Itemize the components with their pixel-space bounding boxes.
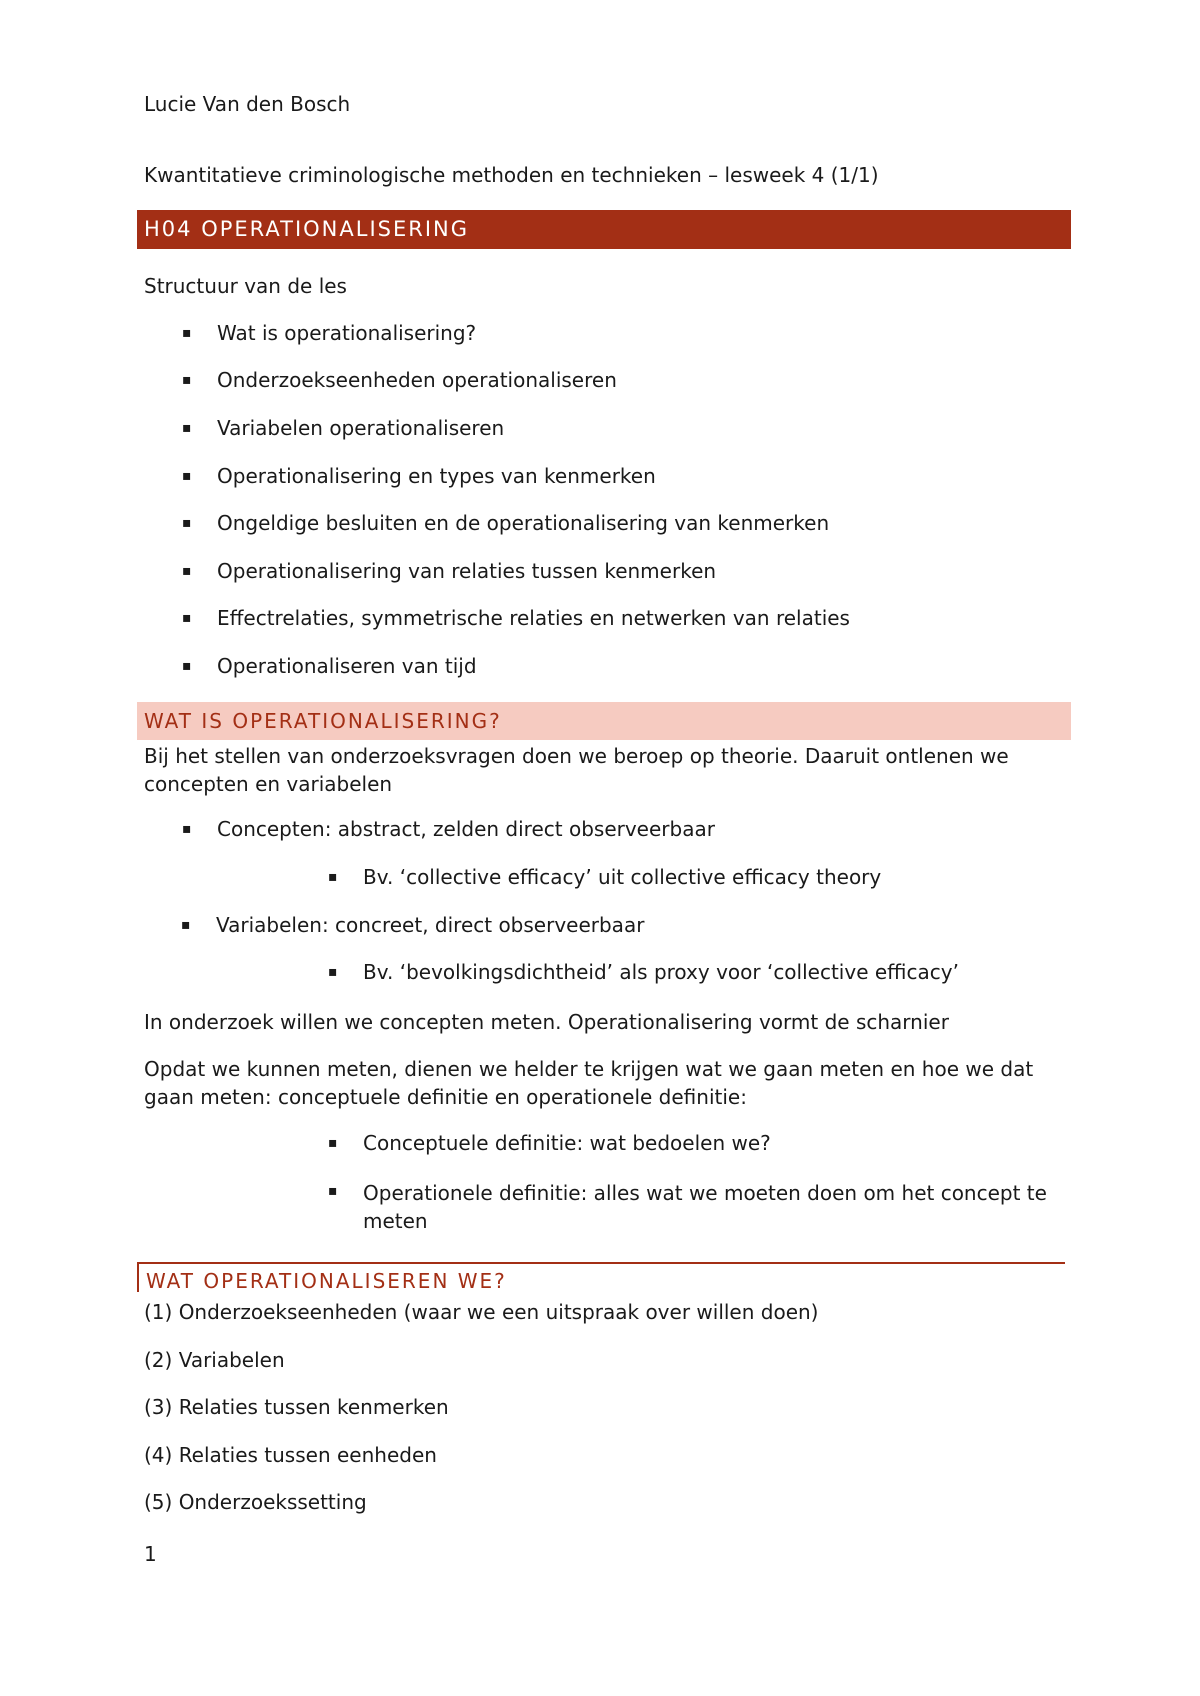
section-heading-what-operationalise: WAT OPERATIONALISEREN WE? — [137, 1262, 1065, 1292]
list-item: ▪ Wat is operationalisering? — [182, 321, 477, 345]
list-item: ▪ Operationalisering en types van kenmerken — [182, 464, 656, 488]
bullet-icon: ▪ — [182, 468, 192, 484]
intro-paragraph: Bij het stellen van onderzoeksvragen doen we beroep op theorie. Daaruit ontlenen we concepten en variabelen — [144, 744, 1009, 796]
list-item-concepts: ▪ Concepten: abstract, zelden direct observeerbaar — [182, 817, 715, 841]
bullet-icon: ▪ — [182, 658, 192, 674]
list-item-variables-example: ▪ Bv. ‘bevolkingsdichtheid’ als proxy voor ‘collective efficacy’ — [328, 960, 959, 984]
list-item: ▪ Effectrelaties, symmetrische relaties en netwerken van relaties — [182, 606, 850, 630]
list-item: ▪ Operationalisering van relaties tussen kenmerken — [182, 559, 717, 583]
list-item-variables: ▪ Variabelen: concreet, direct observeerbaar — [181, 913, 645, 937]
bullet-icon: ▪ — [182, 372, 192, 388]
list-item: (1) Onderzoekseenheden (waar we een uitspraak over willen doen) — [144, 1300, 819, 1324]
bullet-icon: ▪ — [328, 1183, 338, 1199]
list-item: ▪ Variabelen operationaliseren — [182, 416, 505, 440]
bullet-icon: ▪ — [182, 325, 192, 341]
page-number: 1 — [144, 1542, 157, 1566]
bullet-icon: ▪ — [328, 869, 338, 885]
list-item-operational-definition: ▪ Operationele definitie: alles wat we moeten doen om het concept te meten — [328, 1181, 1047, 1233]
bullet-icon: ▪ — [182, 821, 192, 837]
list-item: (3) Relaties tussen kenmerken — [144, 1395, 449, 1419]
bullet-icon: ▪ — [182, 610, 192, 626]
list-item-concepts-example: ▪ Bv. ‘collective efficacy’ uit collective efficacy theory — [328, 865, 882, 889]
definition-paragraph: Opdat we kunnen meten, dienen we helder te krijgen wat we gaan meten en hoe we dat gaan meten: conceptuele definitie en operationele definitie: — [144, 1057, 1034, 1109]
author-name: Lucie Van den Bosch — [144, 92, 351, 116]
list-item: ▪ Ongeldige besluiten en de operationalisering van kenmerken — [182, 511, 830, 535]
bullet-icon: ▪ — [328, 1135, 338, 1151]
list-item: ▪ Onderzoekseenheden operationaliseren — [182, 368, 617, 392]
bullet-icon: ▪ — [328, 964, 338, 980]
section-heading-what-is: WAT IS OPERATIONALISERING? — [137, 702, 1071, 740]
list-item: (2) Variabelen — [144, 1348, 285, 1372]
bullet-icon: ▪ — [182, 420, 192, 436]
measure-paragraph: In onderzoek willen we concepten meten. Operationalisering vormt de scharnier — [144, 1010, 949, 1034]
bullet-icon: ▪ — [182, 563, 192, 579]
list-item: ▪ Operationaliseren van tijd — [182, 654, 477, 678]
list-item: (4) Relaties tussen eenheden — [144, 1443, 437, 1467]
chapter-heading: H04 OPERATIONALISERING — [137, 210, 1071, 249]
structure-title: Structuur van de les — [144, 274, 347, 298]
course-subtitle: Kwantitatieve criminologische methoden en technieken – lesweek 4 (1/1) — [144, 163, 879, 187]
list-item-conceptual-definition: ▪ Conceptuele definitie: wat bedoelen we? — [328, 1131, 771, 1155]
list-item: (5) Onderzoekssetting — [144, 1490, 367, 1514]
bullet-icon: ▪ — [181, 917, 191, 933]
bullet-icon: ▪ — [182, 515, 192, 531]
